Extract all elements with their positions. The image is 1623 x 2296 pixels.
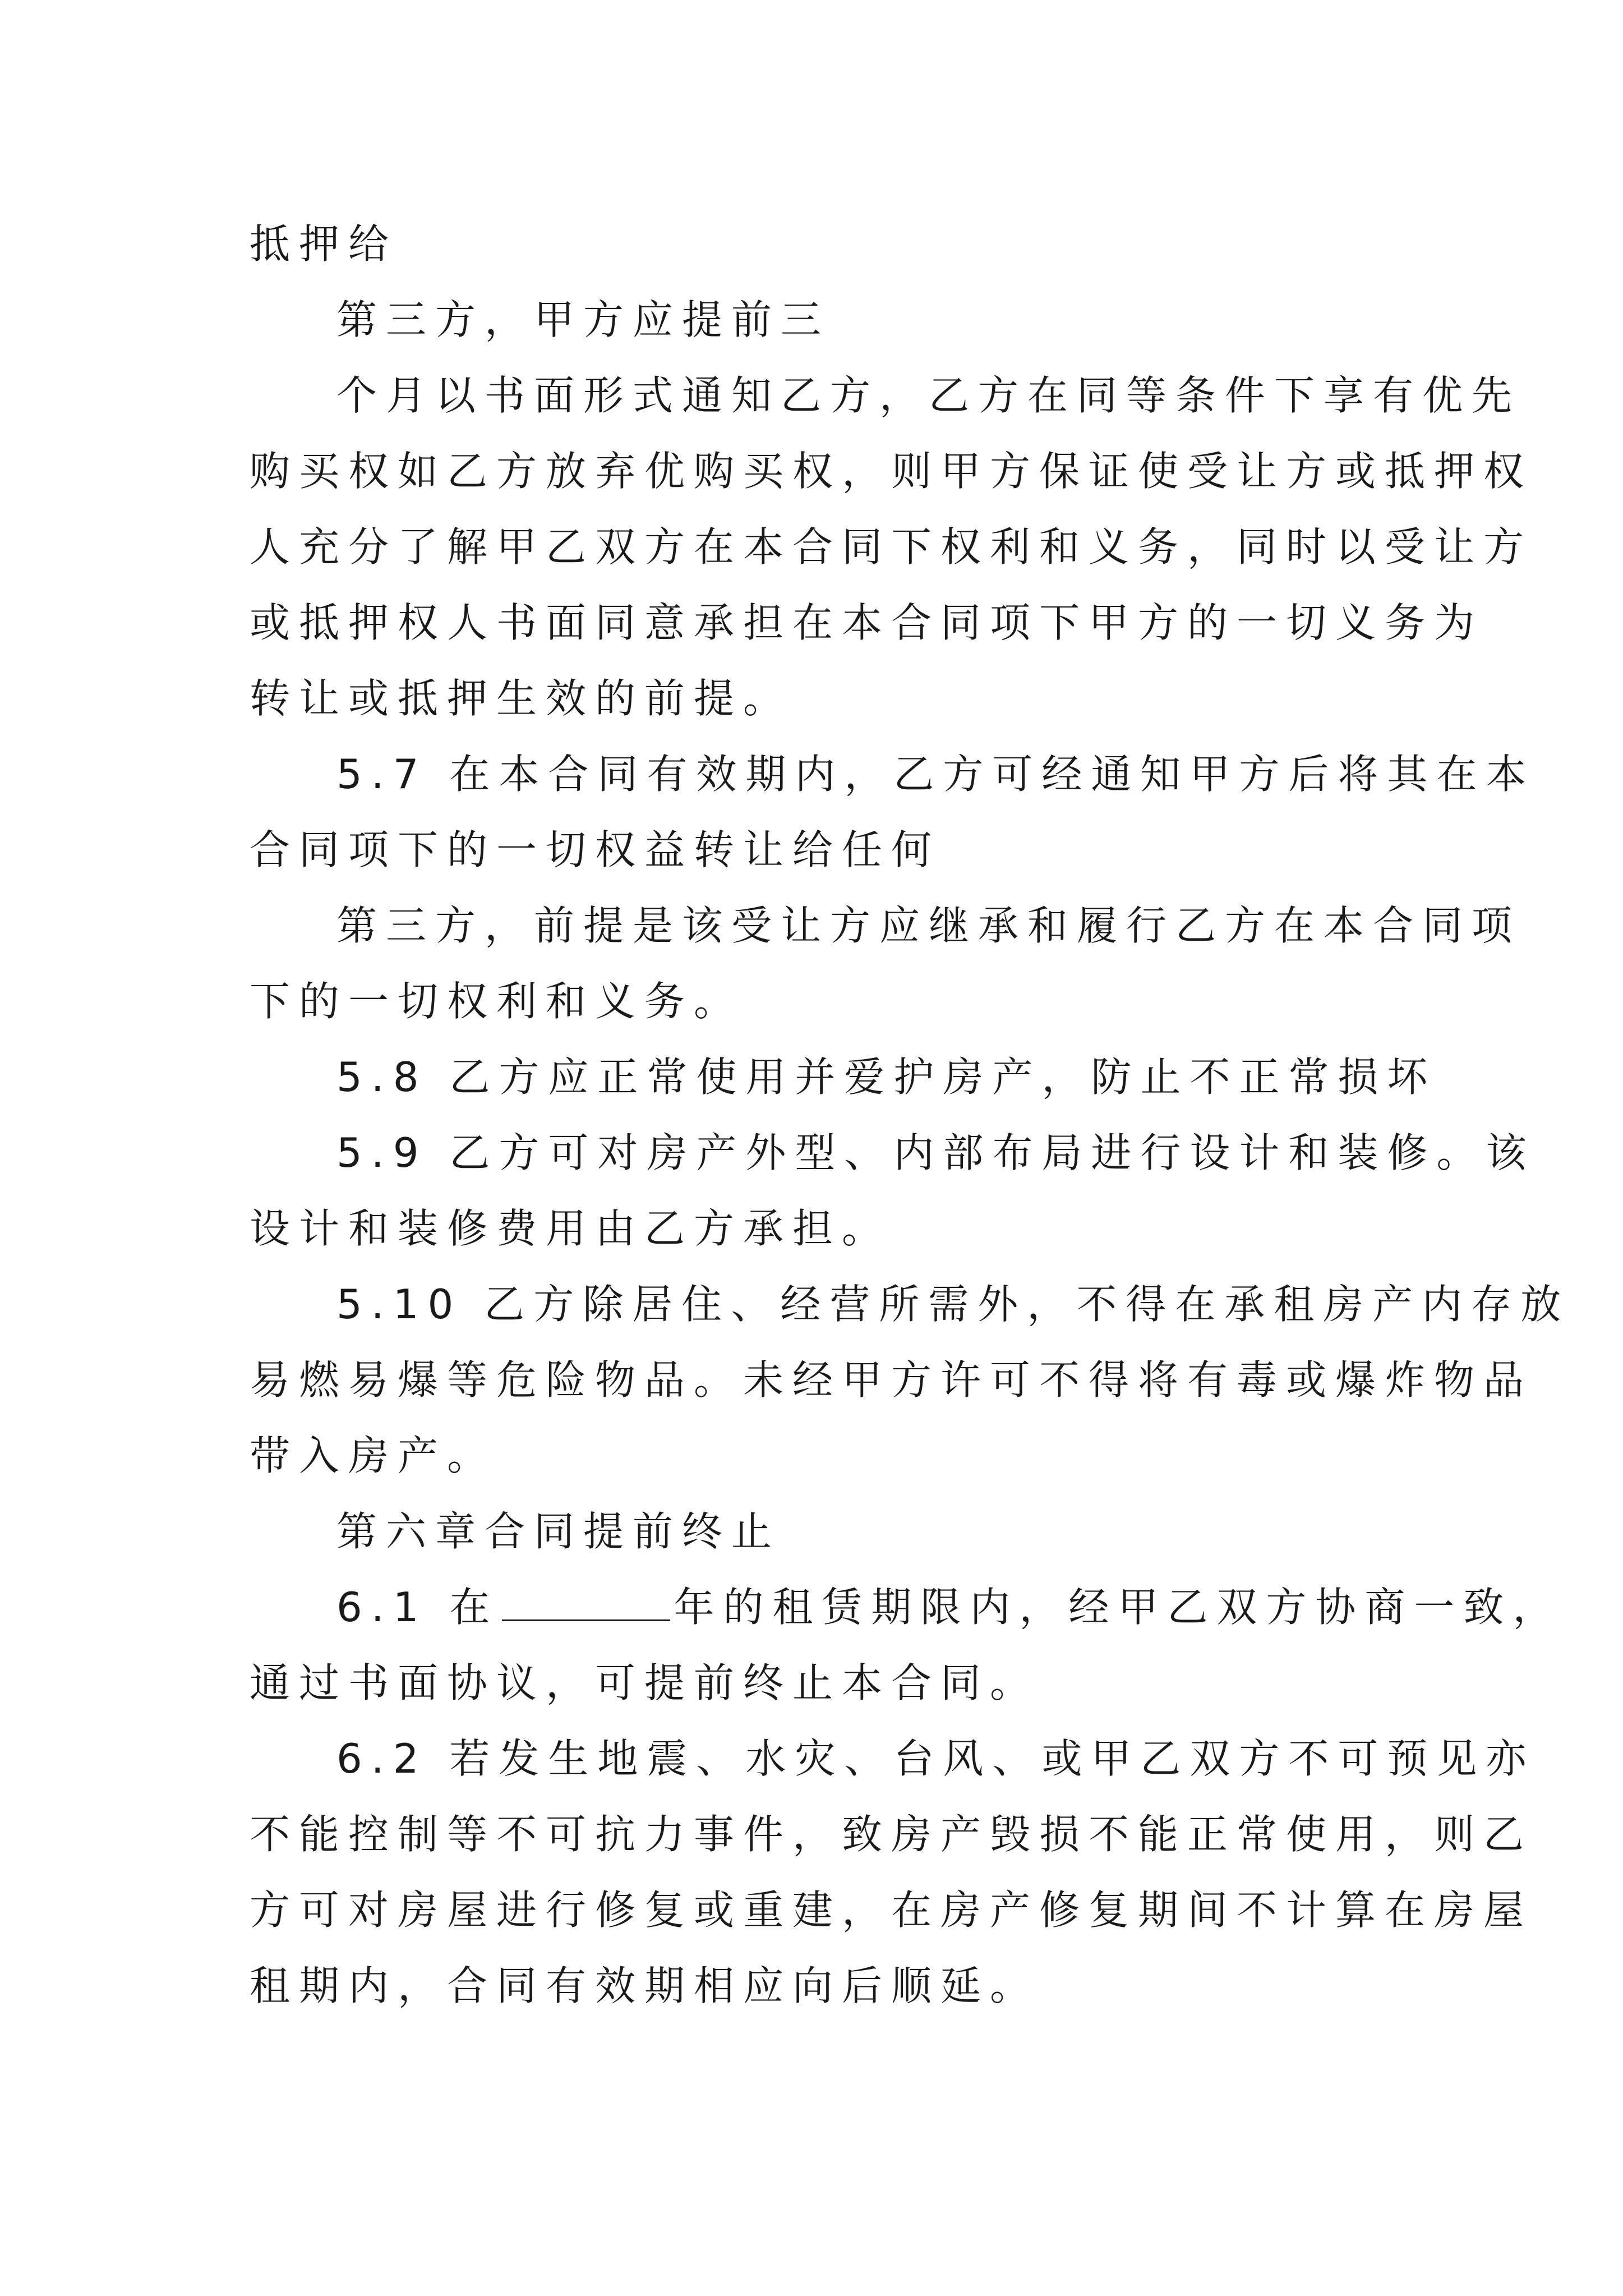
text-line: 不能控制等不可抗力事件，致房产毁损不能正常使用，则乙	[250, 1811, 1533, 1858]
text-line: 转让或抵押生效的前提。	[250, 675, 793, 722]
clause-5-8: 5.8 乙方应正常使用并爱护房产，防止不正常损坏	[336, 1053, 1437, 1101]
text-line: 第三方，甲方应提前三	[336, 296, 831, 343]
clause-6-1-suffix: 年的租赁期限内，经甲乙双方协商一致，	[674, 1584, 1562, 1631]
fill-in-blank	[502, 1585, 670, 1621]
text-line: 设计和装修费用由乙方承担。	[250, 1205, 892, 1252]
text-line: 带入房产。	[250, 1432, 497, 1479]
clause-5-7: 5.7 在本合同有效期内，乙方可经通知甲方后将其在本	[336, 751, 1536, 798]
clause-6-1	[336, 1579, 1562, 1635]
text-line: 抵押给	[250, 220, 398, 268]
clause-6-1-prefix: 6.1 在	[336, 1584, 499, 1631]
text-line: 租期内，合同有效期相应向后顺延。	[250, 1962, 1040, 2009]
text-line: 或抵押权人书面同意承担在本合同项下甲方的一切义务为	[250, 599, 1484, 646]
text-line: 人充分了解甲乙双方在本合同下权利和义务，同时以受让方	[250, 523, 1533, 570]
text-line: 购买权如乙方放弃优购买权，则甲方保证使受让方或抵押权	[250, 448, 1533, 495]
text-line: 第三方，前提是该受让方应继承和履行乙方在本合同项	[336, 902, 1521, 949]
chapter-heading: 第六章合同提前终止	[336, 1508, 781, 1555]
text-line: 下的一切权利和义务。	[250, 978, 744, 1025]
clause-5-9: 5.9 乙方可对房产外型、内部布局进行设计和装修。该	[336, 1129, 1536, 1176]
text-line: 方可对房屋进行修复或重建，在房产修复期间不计算在房屋	[250, 1887, 1533, 1934]
text-line: 通过书面协议，可提前终止本合同。	[250, 1659, 1040, 1706]
clause-6-2: 6.2 若发生地震、水灾、台风、或甲乙双方不可预见亦	[336, 1735, 1536, 1782]
clause-5-10: 5.10 乙方除居住、经营所需外，不得在承租房产内存放	[336, 1281, 1570, 1328]
text-line: 个月以书面形式通知乙方，乙方在同等条件下享有优先	[336, 372, 1521, 419]
text-line: 合同项下的一切权益转让给任何	[250, 826, 941, 873]
text-line: 易燃易爆等危险物品。未经甲方许可不得将有毒或爆炸物品	[250, 1356, 1533, 1404]
